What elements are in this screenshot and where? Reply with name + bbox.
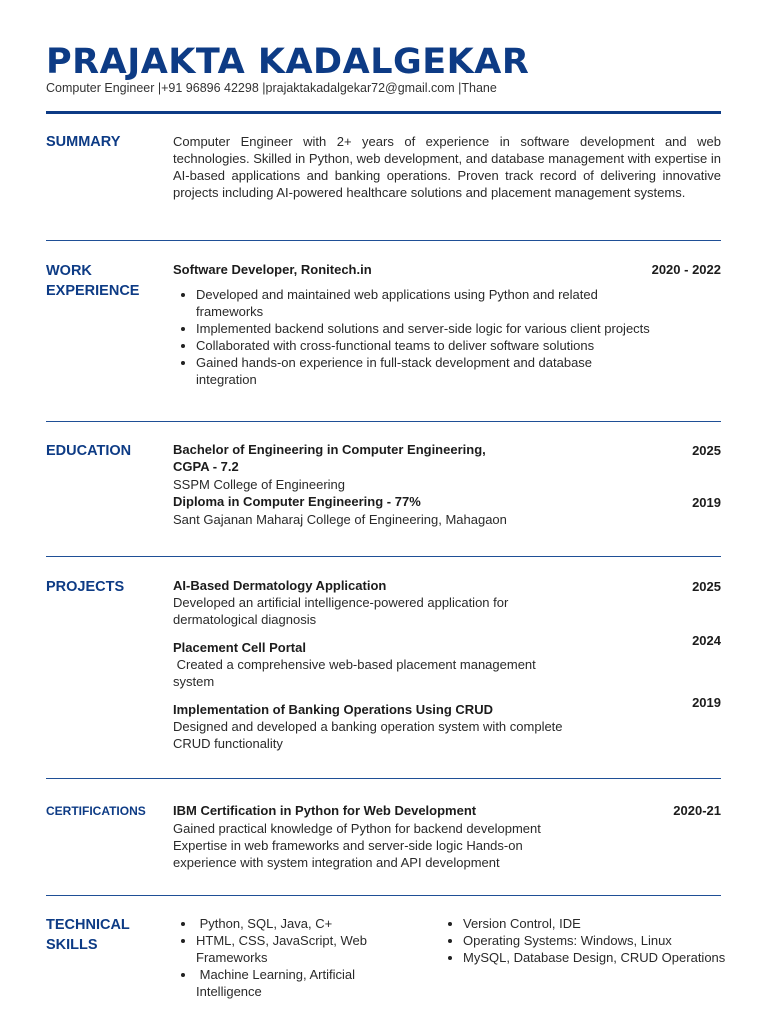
work-heading xyxy=(46,261,139,301)
project-title: Implementation of Banking Operations Using CRUD xyxy=(173,702,493,717)
skill-line: HTML, CSS, JavaScript, Web xyxy=(196,933,367,948)
project-desc: dermatological diagnosis xyxy=(173,612,317,627)
project-title: AI-Based Dermatology Application xyxy=(173,578,387,593)
degree-title xyxy=(173,441,486,475)
certification-title: IBM Certification in Python for Web Development xyxy=(173,803,477,818)
degree-cgpa: CGPA - 7.2 xyxy=(173,459,239,474)
work-heading-line2: EXPERIENCE xyxy=(46,283,140,299)
skill-line: Python, SQL, Java, C+ xyxy=(196,916,333,931)
section-divider xyxy=(46,421,721,422)
skills-heading-line1: TECHNICAL xyxy=(46,917,130,933)
section-divider xyxy=(46,895,721,896)
certification-desc: Expertise in web frameworks and server-side logic Hands-on xyxy=(173,838,523,853)
skill-line: Machine Learning, Artificial xyxy=(196,967,355,982)
skills-heading xyxy=(46,915,130,955)
list-item: Implemented backend solutions and server-side logic for various client projects xyxy=(173,320,653,337)
degree-year: 2025 xyxy=(692,443,721,458)
project-year: 2025 xyxy=(692,579,721,594)
project-title: Placement Cell Portal xyxy=(173,640,306,655)
list-item: Collaborated with cross-functional teams to deliver software solutions xyxy=(173,337,653,354)
project-desc: Developed an artificial intelligence-powered application for xyxy=(173,595,509,610)
project-desc: CRUD functionality xyxy=(173,736,283,751)
section-divider xyxy=(46,240,721,241)
list-item xyxy=(173,966,413,1000)
list-item: Version Control, IDE xyxy=(440,915,760,932)
project-desc: system xyxy=(173,674,215,689)
skill-line: Intelligence xyxy=(196,984,262,999)
certification-year: 2020-21 xyxy=(673,803,721,818)
work-bullets xyxy=(173,286,653,388)
project-year: 2019 xyxy=(692,695,721,710)
diploma-school: Sant Gajanan Maharaj College of Engineering, Mahagaon xyxy=(173,512,507,527)
certification-desc: experience with system integration and API development xyxy=(173,855,500,870)
degree-title-line1: Bachelor of Engineering in Computer Engineering, xyxy=(173,442,486,457)
project-desc: Designed and developed a banking operation system with complete xyxy=(173,719,563,734)
certification-desc: Gained practical knowledge of Python for backend development xyxy=(173,821,541,836)
diploma-title: Diploma in Computer Engineering - 77% xyxy=(173,494,421,509)
projects-heading: PROJECTS xyxy=(46,579,125,595)
certifications-heading: CERTIFICATIONS xyxy=(46,804,146,818)
list-item: Gained hands-on experience in full-stack development and database integration xyxy=(173,354,653,388)
degree-school: SSPM College of Engineering xyxy=(173,477,345,492)
section-divider xyxy=(46,556,721,557)
education-heading: EDUCATION xyxy=(46,443,132,459)
list-item: Operating Systems: Windows, Linux xyxy=(440,932,760,949)
skills-list-right xyxy=(440,915,760,966)
work-heading-line1: WORK xyxy=(46,263,92,279)
skills-heading-line2: SKILLS xyxy=(46,937,98,953)
summary-text: Computer Engineer with 2+ years of experience in software development and web technologies. Skilled in Python, web development, and database management with expertise in AI-based applications and banking operations. Proven track record of delivering innovative projects including AI-powered healthcare solutions and placement management systems. xyxy=(173,134,721,200)
list-item xyxy=(173,915,413,932)
header-divider xyxy=(46,111,721,114)
project-desc: Created a comprehensive web-based placement management xyxy=(173,657,536,672)
project-year: 2024 xyxy=(692,633,721,648)
contact-line: Computer Engineer |+91 96896 42298 |prajaktakadalgekar72@gmail.com |Thane xyxy=(46,81,497,95)
section-divider xyxy=(46,778,721,779)
work-dates: 2020 - 2022 xyxy=(651,262,721,277)
skill-line: Frameworks xyxy=(196,950,268,965)
summary-heading: SUMMARY xyxy=(46,134,121,150)
diploma-year: 2019 xyxy=(692,495,721,510)
candidate-name: PRAJAKTA KADALGEKAR xyxy=(46,42,530,82)
work-role: Software Developer, Ronitech.in xyxy=(173,262,372,277)
list-item: MySQL, Database Design, CRUD Operations xyxy=(440,949,760,966)
list-item xyxy=(173,932,413,966)
list-item: Developed and maintained web applications using Python and related frameworks xyxy=(173,286,653,320)
skills-list-left xyxy=(173,915,413,1000)
